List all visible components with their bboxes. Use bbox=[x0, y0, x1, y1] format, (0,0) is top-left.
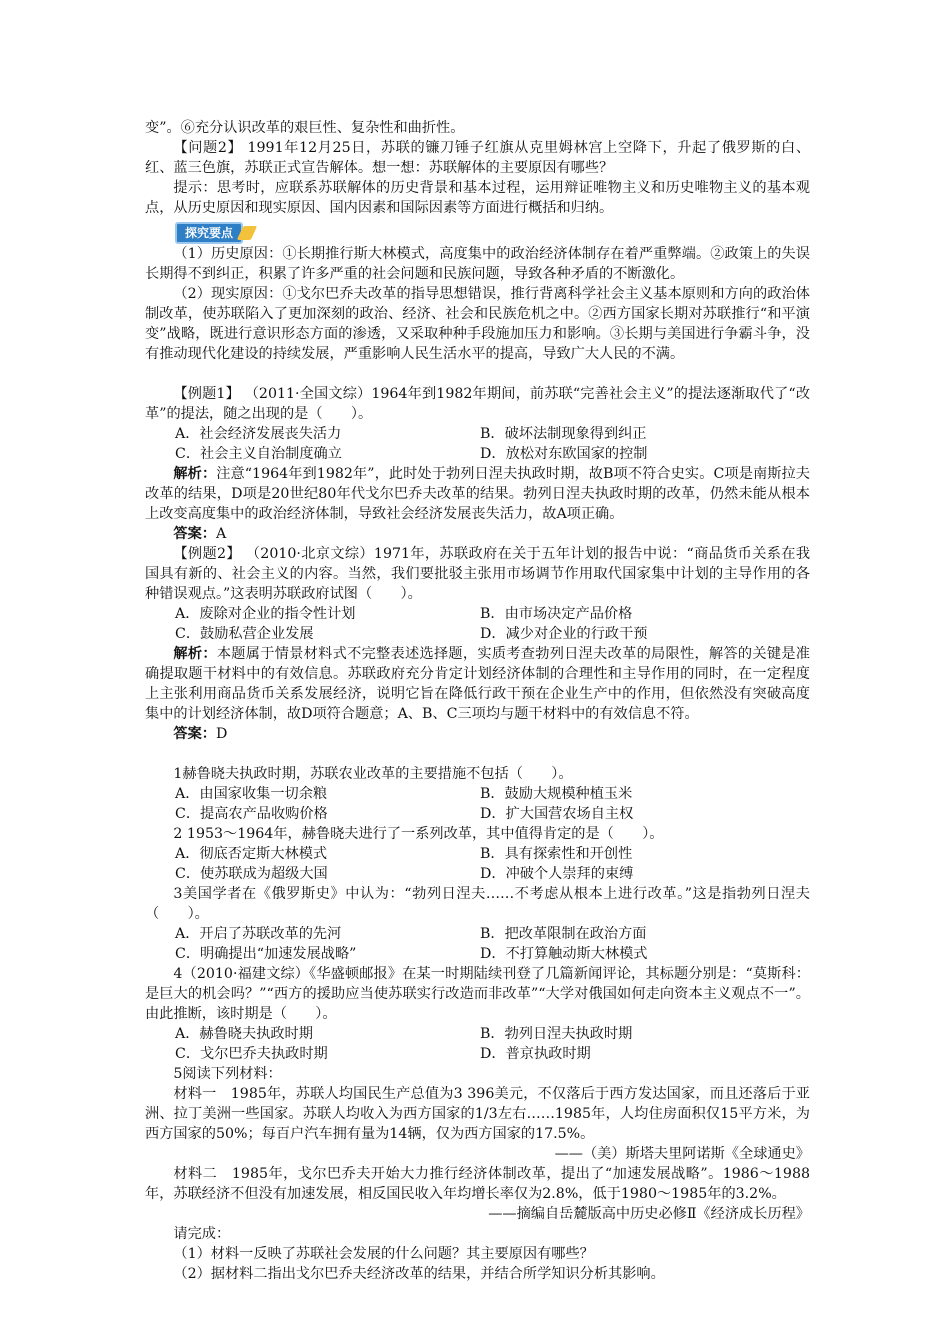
example-2-options bbox=[145, 604, 810, 644]
option: B．把改革限制在政治方面 bbox=[480, 926, 647, 942]
point-current: （2）现实原因：①戈尔巴乔夫改革的指导思想错误，推行背离科学社会主义基本原则和方向的政治体制改革，使苏联陷入了更加深刻的政治、经济、社会和民族危机之中。②西方国家长期对苏联推行“和平演变”战略，既进行意识形态方面的渗透，又采取种种手段施加压力和影响。③长期与美国进行争霸斗争，没有推动现代化建设的持续发展，严重影响人民生活水平的提高，导致广大人民的不满。 bbox=[145, 286, 810, 362]
exercise-4: 4（2010·福建文综）《华盛顿邮报》在某一时期陆续刊登了几篇新闻评论，其标题分别是：“莫斯科：是巨大的机会吗？”“西方的援助应当使苏联实行改造而非改革”“大学对俄国如何走向资本主义观点不一”。由此推断，该时期是（ ）。 bbox=[145, 966, 810, 1022]
exercise-4-options bbox=[145, 1024, 810, 1064]
hint-paragraph: 提示：思考时，应联系苏联解体的历史背景和基本过程，运用辩证唯物主义和历史唯物主义的基本观点，从历史原因和现实原因、国内因素和国际因素等方面进行概括和归纳。 bbox=[145, 180, 810, 216]
option: D．扩大国营农场自主权 bbox=[480, 806, 634, 822]
example-1-stem bbox=[145, 384, 810, 424]
example-1-label: 【例题1】 bbox=[173, 386, 240, 402]
option: A．废除对企业的指令性计划 bbox=[175, 606, 356, 622]
document-page bbox=[145, 118, 810, 1284]
analysis-label: 解析： bbox=[173, 466, 217, 482]
task-2: （2）据材料二指出戈尔巴乔夫经济改革的结果，并结合所学知识分析其影响。 bbox=[173, 1266, 665, 1282]
answer-value: A bbox=[215, 526, 227, 542]
analysis-text: 本题属于情景材料式不完整表述选择题，实质考查勃列日涅夫改革的局限性，解答的关键是准确提取题干材料中的有效信息。苏联政府充分肯定计划经济体制的合理性和主导作用的同时，在一定程度上主张利用商品货币关系发展经济，说明它旨在降低行政干预在企业生产中的作用，但依然没有突破高度集中的计划经济体制，故D项符合题意；A、B、C三项均与题干材料中的有效信息不符。 bbox=[145, 646, 810, 722]
material-2: 材料二 1985年，戈尔巴乔夫开始大力推行经济体制改革，提出了“加速发展战略”。1986～1988年，苏联经济不但没有加速发展，相反国民收入年均增长率仅为2.8%，低于1980～1985年的3.2%。 bbox=[145, 1166, 810, 1202]
option: B．具有探索性和开创性 bbox=[480, 846, 633, 862]
example-2-text: （2010·北京文综）1971年，苏联政府在关于五年计划的报告中说：“商品货币关系在我国具有新的、社会主义的内容。当然，我们要批驳主张用市场调节作用取代国家集中计划的主导作用的各种错误观点。”这表明苏联政府试图（ ）。 bbox=[145, 546, 811, 602]
example-2-stem bbox=[145, 544, 810, 604]
option: A．社会经济发展丧失活力 bbox=[175, 426, 342, 442]
example-1-analysis bbox=[145, 464, 810, 524]
example-1-answer bbox=[145, 524, 810, 544]
question-2-label: 【问题2】 bbox=[173, 140, 243, 156]
task-heading: 请完成： bbox=[173, 1226, 231, 1242]
spacer bbox=[145, 364, 810, 384]
option: C．社会主义自治制度确立 bbox=[175, 446, 342, 462]
option: D．减少对企业的行政干预 bbox=[480, 626, 648, 642]
option: B．勃列日涅夫执政时期 bbox=[480, 1026, 633, 1042]
spacer bbox=[145, 744, 810, 764]
example-2-analysis bbox=[145, 644, 810, 724]
example-2-label: 【例题2】 bbox=[173, 546, 241, 562]
exercise-1: 1赫鲁晓夫执政时期，苏联农业改革的主要措施不包括（ ）。 bbox=[173, 766, 573, 782]
example-1-text: （2011·全国文综）1964年到1982年期间，前苏联“完善社会主义”的提法逐渐取代了“改革”的提法，随之出现的是（ ）。 bbox=[145, 386, 811, 422]
analysis-text: 注意“1964年到1982年”，此时处于勃列日涅夫执政时期，故B项不符合史实。C项是南斯拉夫改革的结果，D项是20世纪80年代戈尔巴乔夫改革的结果。勃列日涅夫执政时期的改革，仍然未能从根本上改变高度集中的政治经济体制，导致社会经济发展丧失活力，故A项正确。 bbox=[145, 466, 810, 522]
option: A．开启了苏联改革的先河 bbox=[175, 926, 342, 942]
option: A．彻底否定斯大林模式 bbox=[175, 846, 328, 862]
answer-value: D bbox=[215, 726, 228, 742]
option: C．鼓励私营企业发展 bbox=[175, 626, 314, 642]
point-historical: （1）历史原因：①长期推行斯大林模式，高度集中的政治经济体制存在着严重弊端。②政策上的失误长期得不到纠正，积累了许多严重的社会问题和民族问题，导致各种矛盾的不断激化。 bbox=[145, 246, 810, 282]
exercise-2: 2 1953～1964年，赫鲁晓夫进行了一系列改革，其中值得肯定的是（ ）。 bbox=[173, 826, 664, 842]
option: D．不打算触动斯大林模式 bbox=[480, 946, 648, 962]
explore-points-label: 探究要点 bbox=[175, 222, 243, 244]
material-2-source: ——摘编自岳麓版高中历史必修Ⅱ《经济成长历程》 bbox=[488, 1206, 810, 1222]
option: D．普京执政时期 bbox=[480, 1046, 591, 1062]
option: C．使苏联成为超级大国 bbox=[175, 866, 328, 882]
option: C．提高农产品收购价格 bbox=[175, 806, 328, 822]
exercise-2-options bbox=[145, 844, 810, 884]
material-1-source: ——（美）斯塔夫里阿诺斯《全球通史》 bbox=[554, 1146, 810, 1162]
answer-label: 答案： bbox=[173, 726, 216, 742]
question-2 bbox=[145, 138, 810, 178]
option: B．破坏法制现象得到纠正 bbox=[480, 426, 647, 442]
option: C．戈尔巴乔夫执政时期 bbox=[175, 1046, 328, 1062]
example-1-options bbox=[145, 424, 810, 464]
option: A．赫鲁晓夫执政时期 bbox=[175, 1026, 313, 1042]
exercise-3: 3美国学者在《俄罗斯史》中认为：“勃列日涅夫……不考虑从根本上进行改革。”这是指勃列日涅夫（ ）。 bbox=[145, 886, 810, 922]
option: D．冲破个人崇拜的束缚 bbox=[480, 866, 634, 882]
answer-label: 答案： bbox=[173, 526, 216, 542]
task-1: （1）材料一反映了苏联社会发展的什么问题？其主要原因有哪些？ bbox=[173, 1246, 594, 1262]
question-2-text: 1991年12月25日，苏联的镰刀锤子红旗从克里姆林宫上空降下，升起了俄罗斯的白、红、蓝三色旗，苏联正式宣告解体。想一想：苏联解体的主要原因有哪些？ bbox=[145, 140, 811, 176]
option: A．由国家收集一切余粮 bbox=[175, 786, 328, 802]
explore-points-badge bbox=[175, 222, 254, 244]
analysis-label: 解析： bbox=[173, 646, 217, 662]
option: C．明确提出“加速发展战略” bbox=[175, 946, 357, 962]
option: D．放松对东欧国家的控制 bbox=[480, 446, 648, 462]
intro-line: 变”。⑥充分认识改革的艰巨性、复杂性和曲折性。 bbox=[145, 120, 465, 136]
exercise-3-options bbox=[145, 924, 810, 964]
material-1: 材料一 1985年，苏联人均国民生产总值为3 396美元，不仅落后于西方发达国家，而且还落后于亚洲、拉丁美洲一些国家。苏联人均收入为西方国家的1/3左右……1985年，人均住房面积仅15平方米，为西方国家的50%；每百户汽车拥有量为14辆，仅为西方国家的17.5%。 bbox=[145, 1086, 810, 1142]
option: B．鼓励大规模种植玉米 bbox=[480, 786, 633, 802]
example-2-answer bbox=[145, 724, 810, 744]
exercise-5: 5阅读下列材料： bbox=[173, 1066, 282, 1082]
exercise-1-options bbox=[145, 784, 810, 824]
option: B．由市场决定产品价格 bbox=[480, 606, 633, 622]
